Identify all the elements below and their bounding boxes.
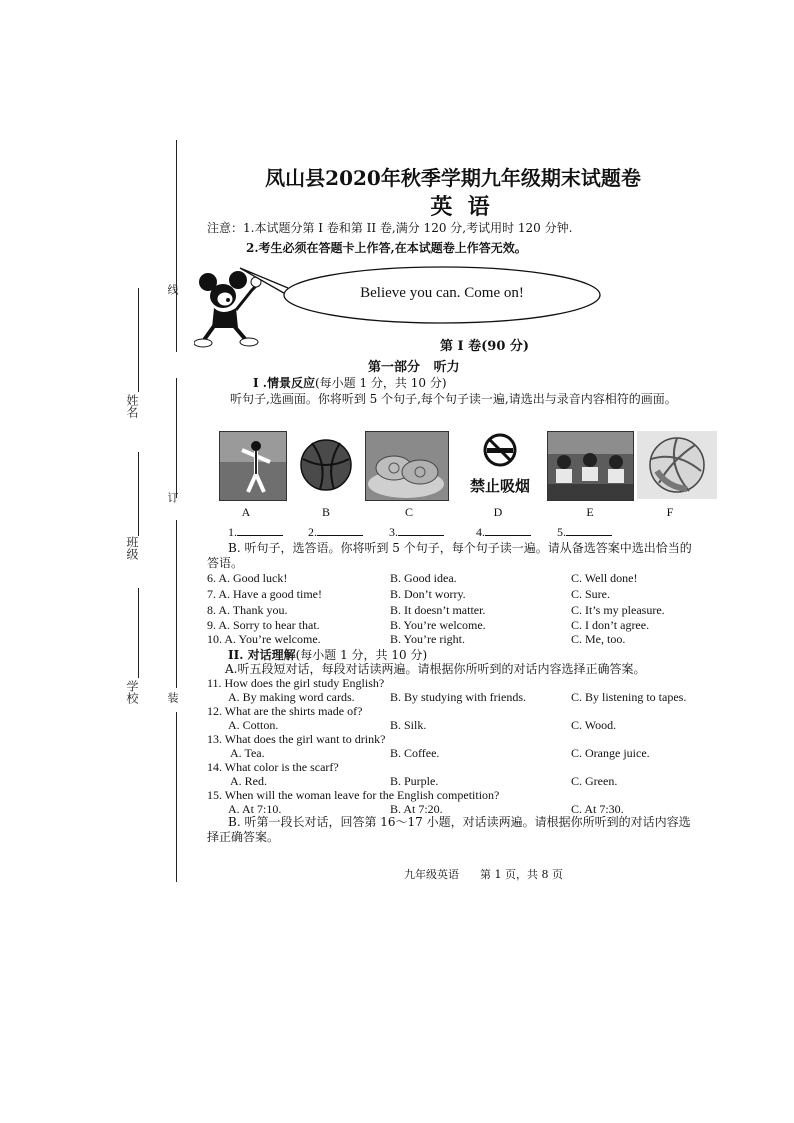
- section1-instruction: 听句子,选画面。你将听到 5 个句子,每个句子读一遍,请选出与录音内容相符的画面。: [230, 392, 677, 406]
- section1-heading-rest: (每小题 1 分，共 10 分): [314, 376, 447, 390]
- q14-question: 14. What color is the scarf?: [207, 760, 339, 774]
- picture-f-volleyball: [637, 431, 717, 499]
- blank-number: 4.: [476, 525, 485, 539]
- picture-d-no-smoking: [467, 431, 533, 499]
- name-label: 姓名: [125, 394, 139, 418]
- q15-question: 15. When will the woman leave for the English competition?: [207, 788, 500, 802]
- blank-number: 1.: [228, 525, 237, 539]
- q14-option-b: B. Purple.: [390, 774, 439, 788]
- q15-option-b: B. At 7:20.: [390, 802, 443, 816]
- q7-option-c: C. Sure.: [571, 587, 610, 601]
- q6-option-a: 6. A. Good luck!: [207, 571, 288, 585]
- q15-option-c: C. At 7:30.: [571, 802, 624, 816]
- no-smoking-text: 禁止吸烟: [469, 477, 530, 495]
- q13-option-c: C. Orange juice.: [571, 746, 650, 760]
- caption-f: F: [666, 505, 674, 519]
- bubble-text: Believe you can. Come on!: [360, 285, 524, 301]
- caption-d: D: [493, 505, 503, 519]
- q13-option-b: B. Coffee.: [390, 746, 440, 760]
- q6-option-c: C. Well done!: [571, 571, 638, 585]
- answer-blank-3[interactable]: [389, 525, 444, 539]
- q12-question: 12. What are the shirts made of?: [207, 704, 363, 718]
- q6-option-b: B. Good idea.: [390, 571, 457, 585]
- footer-subject: 九年级英语: [404, 868, 459, 881]
- q7-option-b: B. Don’t worry.: [390, 587, 466, 601]
- q11-option-a: A. By making word cards.: [228, 690, 355, 704]
- blank-number: 3.: [389, 525, 398, 539]
- section1-heading: [253, 376, 447, 390]
- q9-option-c: C. I don’t agree.: [571, 618, 650, 632]
- q11-question: 11. How does the girl study English?: [207, 676, 385, 690]
- section2-heading-bold: II. 对话理解: [228, 648, 296, 662]
- margin-xian-label: 线: [166, 284, 179, 295]
- answer-blank-2[interactable]: [308, 525, 363, 539]
- binding-line-bottom: [176, 712, 177, 882]
- picture-c-mooncakes: [365, 431, 449, 501]
- note-2: 2.考生必须在答题卡上作答,在本试题卷上作答无效。: [246, 241, 527, 255]
- blank-number: 2.: [308, 525, 317, 539]
- exam-title: 凤山县2020年秋季学期九年级期末试题卷: [265, 166, 641, 190]
- q9-option-b: B. You’re welcome.: [390, 618, 486, 632]
- section2-instruction-b: B. 听第一段长对话，回答第 16～17 小题，对话读两遍。请根据你所听到的对话内容选择正确答案。: [207, 815, 691, 844]
- q10-option-b: B. You’re right.: [390, 632, 466, 646]
- school-label: 学校: [125, 680, 139, 704]
- binding-line-top: [176, 140, 177, 352]
- caption-a: A: [241, 505, 251, 519]
- section1-heading-bold: I .情景反应: [253, 376, 315, 390]
- q10-option-a: 10. A. You’re welcome.: [207, 632, 321, 646]
- section2-instruction-a: A.听五段短对话，每段对话读两遍。请根据你所听到的对话内容选择正确答案。: [225, 662, 646, 676]
- school-blank[interactable]: [138, 588, 139, 678]
- picture-e-classroom: [547, 431, 634, 501]
- answer-blank-5[interactable]: [557, 525, 612, 539]
- caption-b: B: [321, 505, 330, 519]
- q10-option-c: C. Me, too.: [571, 632, 626, 646]
- binding-line-lower: [176, 520, 177, 688]
- note-1: 注意：1.本试题分第 I 卷和第 II 卷,满分 120 分,考试用时 120 分钟.: [207, 221, 573, 235]
- picture-b-basketball: [300, 431, 352, 499]
- answer-blank-4[interactable]: [476, 525, 531, 539]
- answer-blank-1[interactable]: [228, 525, 283, 539]
- name-blank[interactable]: [138, 288, 139, 392]
- blank-number: 5.: [557, 525, 566, 539]
- q8-option-a: 8. A. Thank you.: [207, 603, 288, 617]
- q9-option-a: 9. A. Sorry to hear that.: [207, 618, 320, 632]
- q8-option-b: B. It doesn’t matter.: [390, 603, 486, 617]
- section2-heading-rest: (每小题 1 分，共 10 分): [295, 648, 428, 662]
- q7-option-a: 7. A. Have a good time!: [207, 587, 322, 601]
- margin-ding-label: 订: [166, 492, 179, 503]
- part-title: 第一部分 听力: [368, 360, 460, 375]
- sectionB-instruction: B. 听句子，选答语。你将听到 5 个句子，每个句子读一遍。请从备选答案中选出恰当的答语。: [207, 541, 692, 570]
- margin-zhuang-label: 装: [166, 692, 179, 703]
- caption-c: C: [404, 505, 413, 519]
- q13-question: 13. What does the girl want to drink?: [207, 732, 386, 746]
- binding-line-middle: [176, 378, 177, 498]
- class-label: 班级: [125, 536, 139, 560]
- q11-option-b: B. By studying with friends.: [390, 690, 527, 704]
- q8-option-c: C. It’s my pleasure.: [571, 603, 665, 617]
- q12-option-b: B. Silk.: [390, 718, 427, 732]
- q12-option-c: C. Wood.: [571, 718, 617, 732]
- caption-e: E: [586, 505, 594, 519]
- volume-title: 第 I 卷(90 分): [440, 339, 530, 354]
- q14-option-c: C. Green.: [571, 774, 618, 788]
- q13-option-a: A. Tea.: [230, 746, 265, 760]
- section2-heading: [228, 648, 427, 662]
- q15-option-a: A. At 7:10.: [228, 802, 282, 816]
- footer-page-number: 第 1 页，共 8 页: [480, 868, 563, 881]
- picture-a-dancer: [219, 431, 287, 501]
- q12-option-a: A. Cotton.: [228, 718, 279, 732]
- q14-option-a: A. Red.: [230, 774, 267, 788]
- subject-title: 英 语: [430, 194, 490, 220]
- q11-option-c: C. By listening to tapes.: [571, 690, 687, 704]
- class-blank[interactable]: [138, 452, 139, 536]
